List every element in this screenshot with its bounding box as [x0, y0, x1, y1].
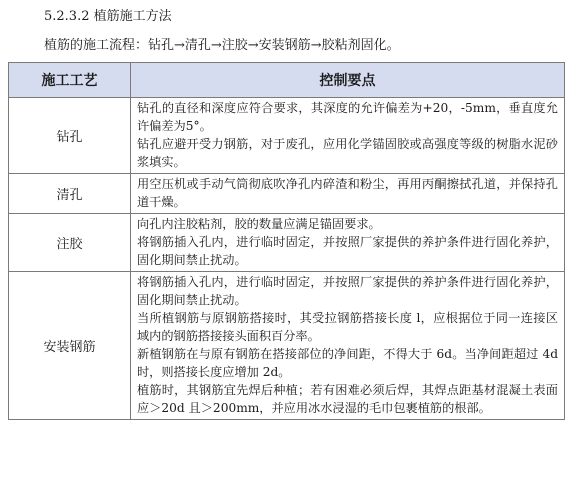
control-points-cell	[131, 214, 565, 272]
table-row-hole-cleaning	[9, 174, 565, 214]
control-point-text: 用空压机或手动气筒彻底吹净孔内碎渣和粉尘，再用丙酮擦拭孔道，并保持孔道干燥。	[137, 177, 558, 209]
table-row-drilling	[9, 98, 565, 174]
control-point-text: 将钢筋插入孔内，进行临时固定，并按照厂家提供的养护条件进行固化养护，固化期间禁止扰动。	[137, 275, 558, 307]
control-point-text: 新植钢筋在与原有钢筋在搭接部位的净间距，不得大于 6d。当净间距超过 4d 时，则搭接长度应增加 2d。	[137, 347, 558, 379]
control-point-text: 钻孔的直径和深度应符合要求，其深度的允许偏差为+20，-5mm，垂直度允许偏差为5°。	[137, 101, 558, 133]
control-point-text: 将钢筋插入孔内，进行临时固定，并按照厂家提供的养护条件进行固化养护，固化期间禁止扰动。	[137, 235, 558, 267]
control-points-cell	[131, 98, 565, 174]
process-cell: 注胶	[9, 214, 131, 272]
construction-control-table	[8, 62, 565, 420]
control-points-cell	[131, 174, 565, 214]
control-point-text: 钻孔应避开受力钢筋，对于废孔，应用化学锚固胶或高强度等级的树脂水泥砂浆填实。	[137, 137, 558, 169]
control-point-text: 向孔内注胶粘剂，胶的数量应满足锚固要求。	[137, 217, 381, 231]
header-control-points: 控制要点	[131, 63, 565, 98]
table-header-row	[9, 63, 565, 98]
control-points-cell	[131, 272, 565, 420]
table-row-glue-injection	[9, 214, 565, 272]
control-point-text: 当所植钢筋与原钢筋搭接时，其受拉钢筋搭接长度 l，应根据位于同一连接区域内的钢筋搭接接头面积百分率。	[137, 311, 558, 343]
table-row-rebar-installation	[9, 272, 565, 420]
process-flow-text: 植筋的施工流程：钻孔→清孔→注胶→安装钢筋→胶粘剂固化。	[44, 38, 400, 53]
control-point-text: 植筋时，其钢筋宜先焊后种植；若有困难必须后焊，其焊点距基材混凝土表面应＞20d 且＞200mm，并应用冰水浸湿的毛巾包裹植筋的根部。	[137, 383, 558, 415]
process-cell: 钻孔	[9, 98, 131, 174]
section-heading: 5.2.3.2 植筋施工方法	[44, 9, 172, 24]
header-process: 施工工艺	[9, 63, 131, 98]
process-cell: 清孔	[9, 174, 131, 214]
process-cell: 安装钢筋	[9, 272, 131, 420]
